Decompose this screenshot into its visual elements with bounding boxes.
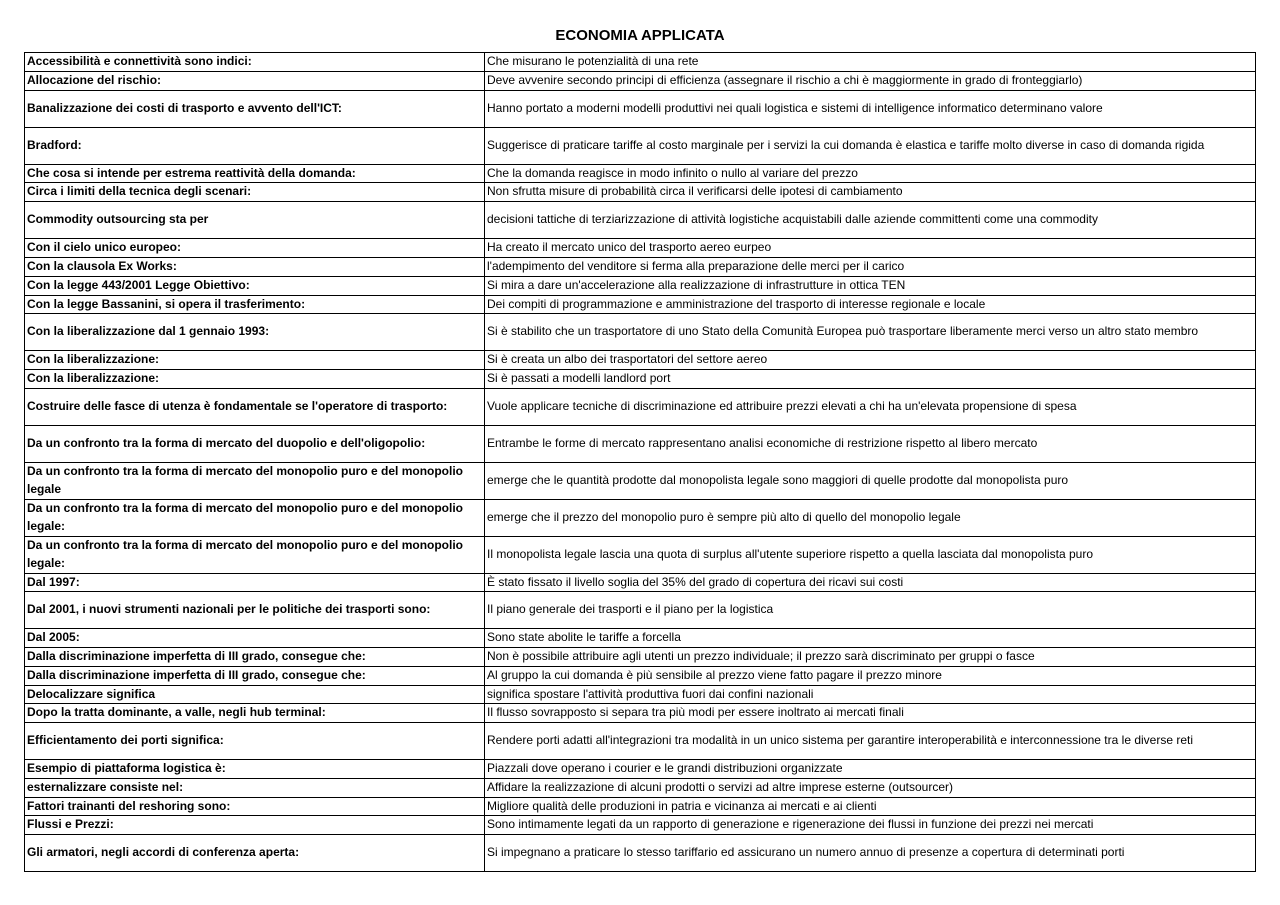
question-cell: Fattori trainanti del reshoring sono: [25, 797, 485, 816]
table-row [25, 723, 1256, 760]
answer-cell: Il piano generale dei trasporti e il piano per la logistica [485, 592, 1256, 629]
answer-cell: Piazzali dove operano i courier e le grandi distribuzioni organizzate [485, 760, 1256, 779]
table-row [25, 666, 1256, 685]
question-cell: Con la liberalizzazione dal 1 gennaio 1993: [25, 314, 485, 351]
answer-cell: È stato fissato il livello soglia del 35% del grado di copertura dei ricavi sui costi [485, 573, 1256, 592]
question-cell: Dopo la tratta dominante, a valle, negli hub terminal: [25, 704, 485, 723]
table-row [25, 71, 1256, 90]
table-row [25, 388, 1256, 425]
answer-cell: Vuole applicare tecniche di discriminazione ed attribuire prezzi elevati a chi ha un'elevata propensione di spesa [485, 388, 1256, 425]
question-cell: Esempio di piattaforma logistica è: [25, 760, 485, 779]
table-row [25, 778, 1256, 797]
question-cell: Dalla discriminazione imperfetta di III grado, consegue che: [25, 648, 485, 667]
answer-cell: Il monopolista legale lascia una quota di surplus all'utente superiore rispetto a quella lasciata dal monopolista puro [485, 536, 1256, 573]
answer-cell: significa spostare l'attività produttiva fuori dai confini nazionali [485, 685, 1256, 704]
table-row [25, 797, 1256, 816]
qa-table [24, 52, 1256, 872]
question-cell: Da un confronto tra la forma di mercato del monopolio puro e del monopolio legale: [25, 536, 485, 573]
page-title: ECONOMIA APPLICATA [555, 27, 725, 44]
answer-cell: Si è passati a modelli landlord port [485, 370, 1256, 389]
table-row [25, 295, 1256, 314]
question-cell: Costruire delle fasce di utenza è fondamentale se l'operatore di trasporto: [25, 388, 485, 425]
answer-cell: Migliore qualità delle produzioni in patria e vicinanza ai mercati e ai clienti [485, 797, 1256, 816]
question-cell: Con la liberalizzazione: [25, 351, 485, 370]
question-cell: Da un confronto tra la forma di mercato del monopolio puro e del monopolio legale: [25, 499, 485, 536]
answer-cell: Affidare la realizzazione di alcuni prodotti o servizi ad altre imprese esterne (outsourcer) [485, 778, 1256, 797]
answer-cell: decisioni tattiche di terziarizzazione di attività logistiche acquistabili dalle aziende committenti come una commodity [485, 202, 1256, 239]
answer-cell: Rendere porti adatti all'integrazioni tra modalità in un unico sistema per garantire interoperabilità e interconnessione tra le diverse reti [485, 723, 1256, 760]
answer-cell: emerge che le quantità prodotte dal monopolista legale sono maggiori di quelle prodotte dal monopolista puro [485, 462, 1256, 499]
question-cell: Da un confronto tra la forma di mercato del duopolio e dell'oligopolio: [25, 425, 485, 462]
table-row [25, 760, 1256, 779]
answer-cell: Sono state abolite le tariffe a forcella [485, 629, 1256, 648]
question-cell: Dalla discriminazione imperfetta di III grado, consegue che: [25, 666, 485, 685]
question-cell: Circa i limiti della tecnica degli scenari: [25, 183, 485, 202]
answer-cell: Che misurano le potenzialità di una rete [485, 53, 1256, 72]
table-row [25, 239, 1256, 258]
table-row [25, 536, 1256, 573]
question-cell: Dal 1997: [25, 573, 485, 592]
table-row [25, 499, 1256, 536]
table-row [25, 685, 1256, 704]
qa-table-body [25, 53, 1256, 872]
answer-cell: Sono intimamente legati da un rapporto di generazione e rigenerazione dei flussi in funzione dei prezzi nei mercati [485, 816, 1256, 835]
table-row [25, 648, 1256, 667]
answer-cell: Dei compiti di programmazione e amministrazione del trasporto di interesse regionale e locale [485, 295, 1256, 314]
question-cell: esternalizzare consiste nel: [25, 778, 485, 797]
answer-cell: Non sfrutta misure di probabilità circa il verificarsi delle ipotesi di cambiamento [485, 183, 1256, 202]
question-cell: Flussi e Prezzi: [25, 816, 485, 835]
question-cell: Efficientamento dei porti significa: [25, 723, 485, 760]
answer-cell: Si mira a dare un'accelerazione alla realizzazione di infrastrutture in ottica TEN [485, 276, 1256, 295]
answer-cell: Entrambe le forme di mercato rappresentano analisi economiche di restrizione rispetto al libero mercato [485, 425, 1256, 462]
question-cell: Delocalizzare significa [25, 685, 485, 704]
question-cell: Con la clausola Ex Works: [25, 258, 485, 277]
answer-cell: Non è possibile attribuire agli utenti un prezzo individuale; il prezzo sarà discriminato per gruppi o fasce [485, 648, 1256, 667]
answer-cell: emerge che il prezzo del monopolio puro è sempre più alto di quello del monopolio legale [485, 499, 1256, 536]
question-cell: Con il cielo unico europeo: [25, 239, 485, 258]
answer-cell: Si impegnano a praticare lo stesso tariffario ed assicurano un numero annuo di presenze a copertura di determinati porti [485, 835, 1256, 872]
table-row [25, 835, 1256, 872]
table-row [25, 314, 1256, 351]
answer-cell: Si è creata un albo dei trasportatori del settore aereo [485, 351, 1256, 370]
question-cell: Con la liberalizzazione: [25, 370, 485, 389]
table-row [25, 351, 1256, 370]
table-row [25, 592, 1256, 629]
table-row [25, 816, 1256, 835]
question-cell: Bradford: [25, 127, 485, 164]
answer-cell: Che la domanda reagisce in modo infinito o nullo al variare del prezzo [485, 164, 1256, 183]
answer-cell: Ha creato il mercato unico del trasporto aereo eurpeo [485, 239, 1256, 258]
question-cell: Con la legge Bassanini, si opera il trasferimento: [25, 295, 485, 314]
answer-cell: Al gruppo la cui domanda è più sensibile al prezzo viene fatto pagare il prezzo minore [485, 666, 1256, 685]
question-cell: Allocazione del rischio: [25, 71, 485, 90]
table-row [25, 704, 1256, 723]
answer-cell: Suggerisce di praticare tariffe al costo marginale per i servizi la cui domanda è elastica e tariffe molto diverse in caso di domanda rigida [485, 127, 1256, 164]
question-cell: Che cosa si intende per estrema reattività della domanda: [25, 164, 485, 183]
table-row [25, 258, 1256, 277]
table-row [25, 462, 1256, 499]
table-row [25, 370, 1256, 389]
question-cell: Gli armatori, negli accordi di conferenza aperta: [25, 835, 485, 872]
question-cell: Commodity outsourcing sta per [25, 202, 485, 239]
table-row [25, 127, 1256, 164]
question-cell: Con la legge 443/2001 Legge Obiettivo: [25, 276, 485, 295]
answer-cell: Il flusso sovrapposto si separa tra più modi per essere inoltrato ai mercati finali [485, 704, 1256, 723]
table-row [25, 164, 1256, 183]
question-cell: Banalizzazione dei costi di trasporto e avvento dell'ICT: [25, 90, 485, 127]
table-row [25, 53, 1256, 72]
answer-cell: Deve avvenire secondo principi di efficienza (assegnare il rischio a chi è maggiormente in grado di fronteggiarlo) [485, 71, 1256, 90]
table-row [25, 202, 1256, 239]
answer-cell: Si è stabilito che un trasportatore di uno Stato della Comunità Europea può trasportare liberamente merci verso un altro stato membro [485, 314, 1256, 351]
question-cell: Dal 2005: [25, 629, 485, 648]
table-row [25, 276, 1256, 295]
table-row [25, 90, 1256, 127]
answer-cell: l'adempimento del venditore si ferma alla preparazione delle merci per il carico [485, 258, 1256, 277]
table-row [25, 629, 1256, 648]
answer-cell: Hanno portato a moderni modelli produttivi nei quali logistica e sistemi di intelligence informatico determinano valore [485, 90, 1256, 127]
table-row [25, 573, 1256, 592]
question-cell: Da un confronto tra la forma di mercato del monopolio puro e del monopolio legale [25, 462, 485, 499]
question-cell: Accessibilità e connettività sono indici: [25, 53, 485, 72]
table-row [25, 183, 1256, 202]
question-cell: Dal 2001, i nuovi strumenti nazionali per le politiche dei trasporti sono: [25, 592, 485, 629]
table-row [25, 425, 1256, 462]
